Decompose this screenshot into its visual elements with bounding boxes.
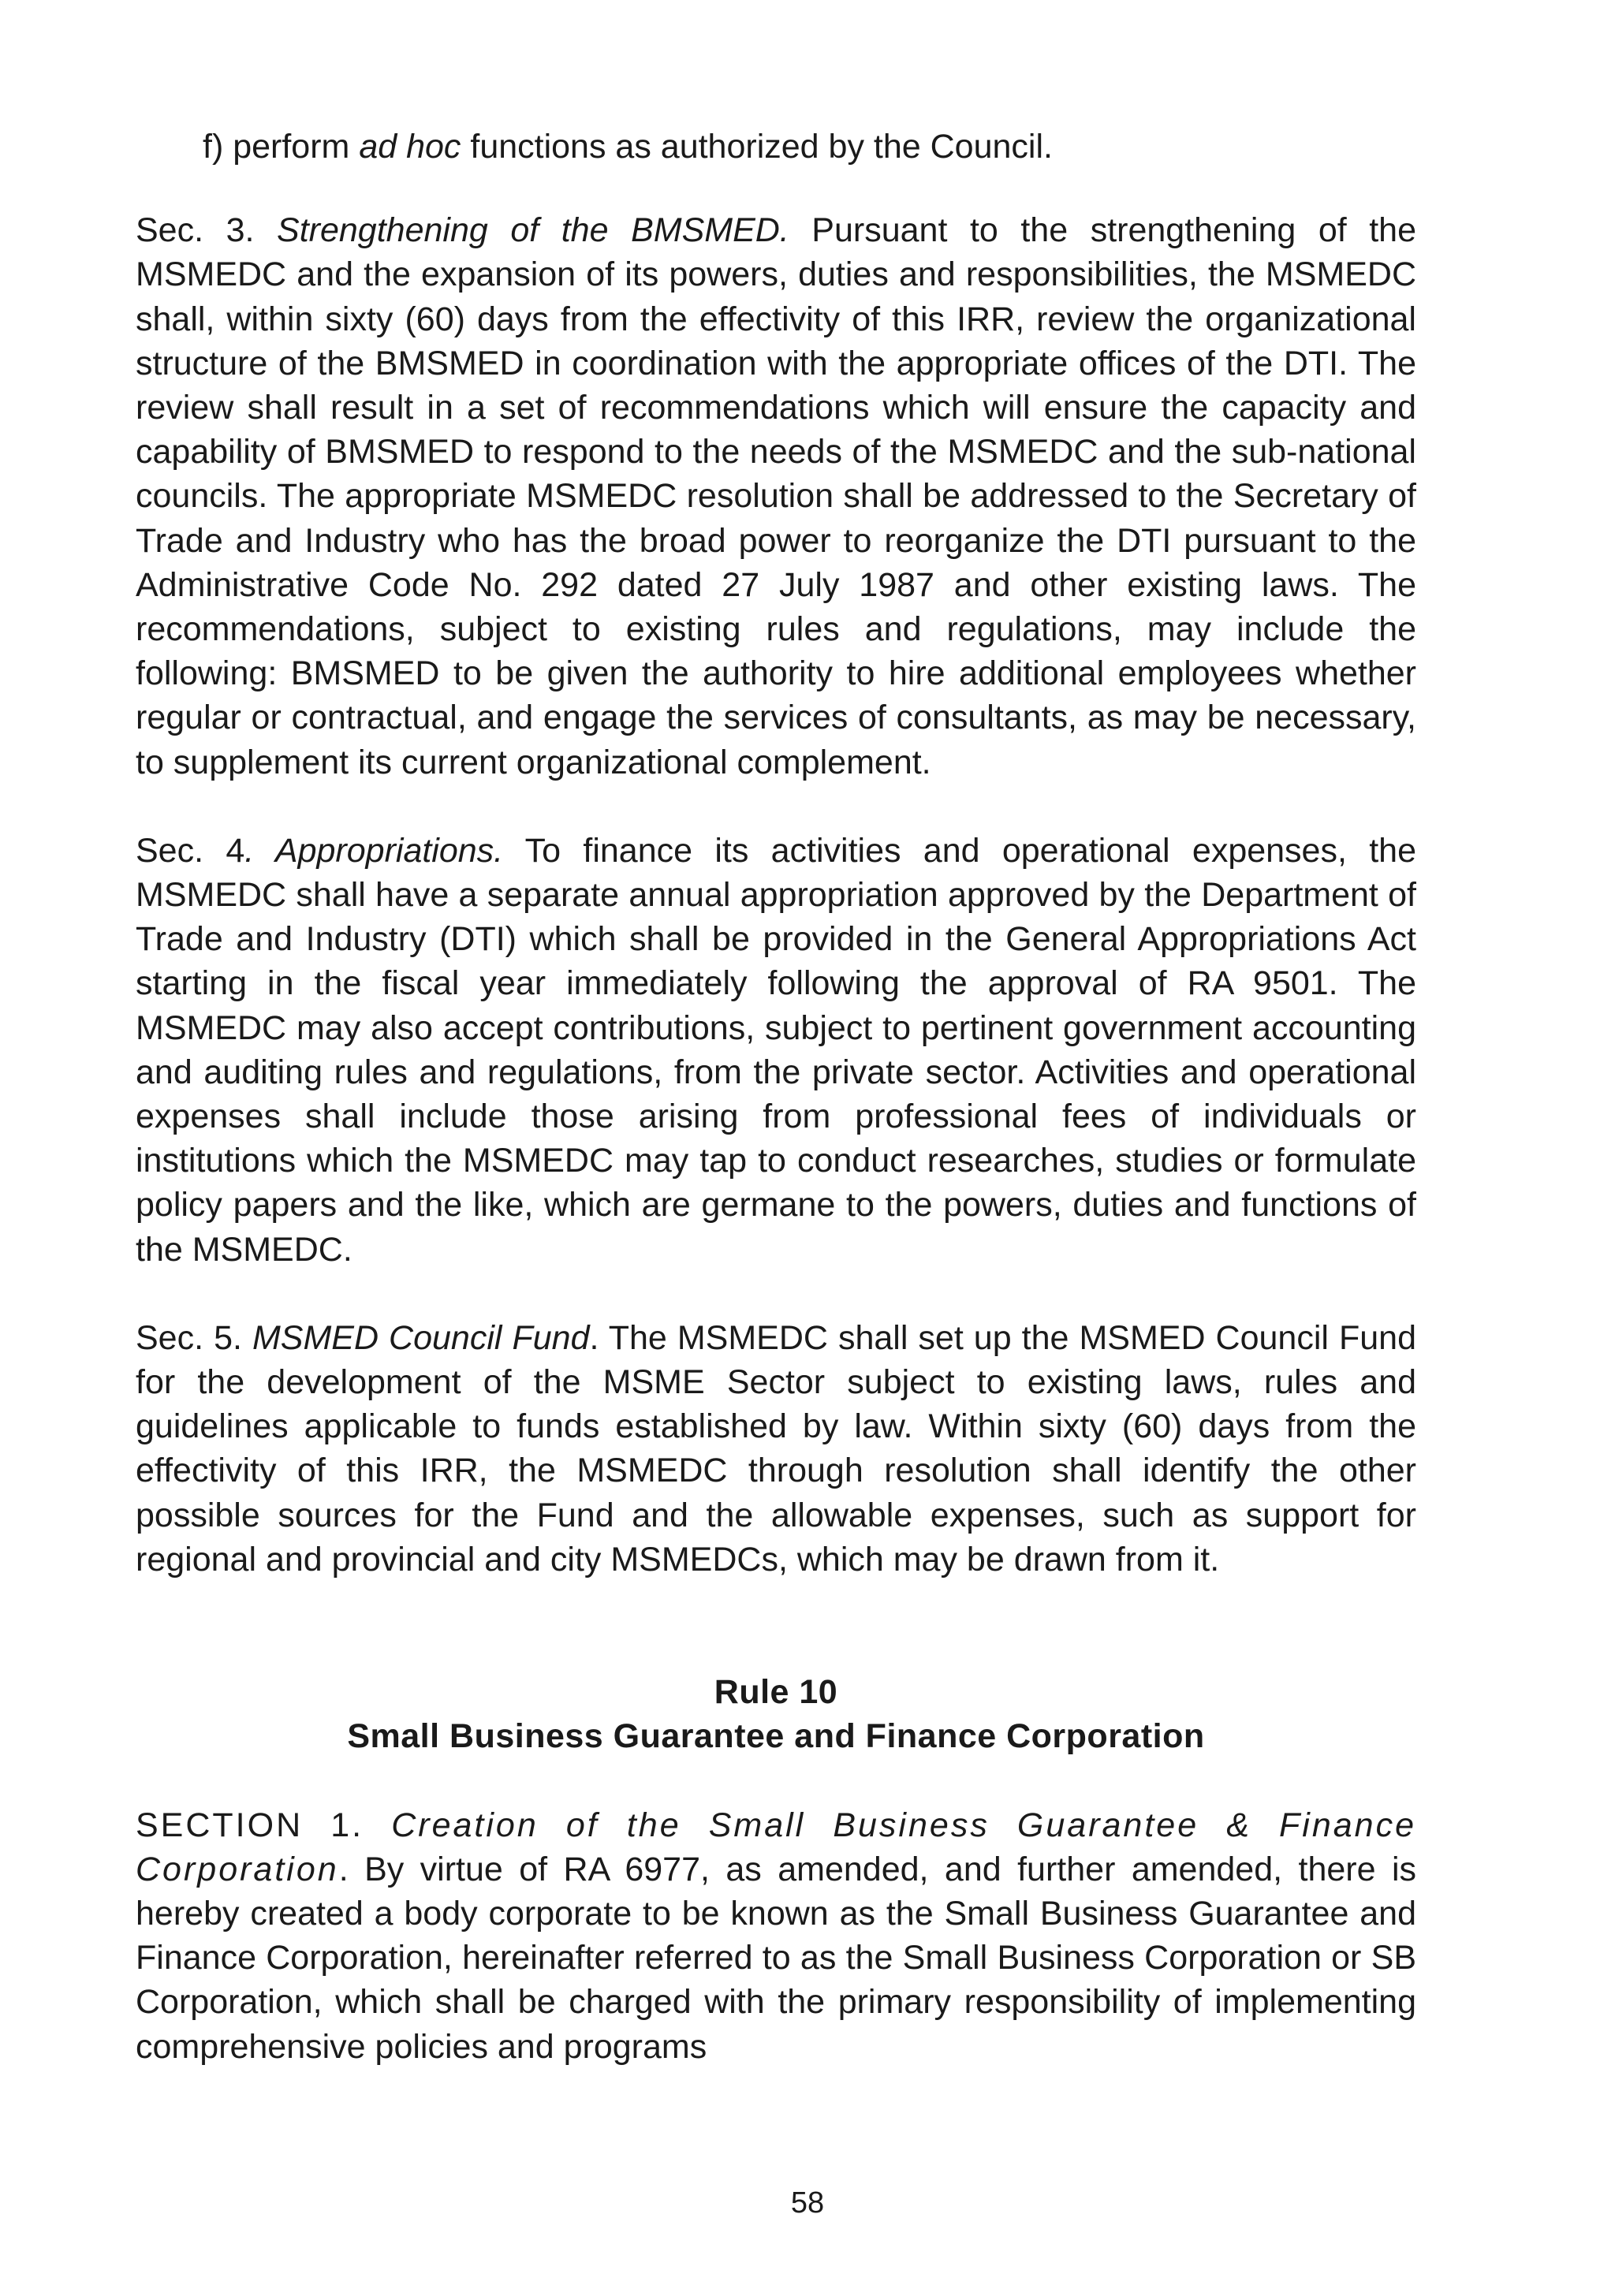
section-5-body: . The MSMEDC shall set up the MSMED Council Fund for the development of the MSME Sector subject to existing laws, rules and guidelines applicable to funds established by law. Within sixty (60) days from the effectivity of this IRR, the MSMEDC through resolution shall identify the other possible sources for the Fund and the allowable expenses, such as support for regional and provincial and city MSMEDCs, which may be drawn from it. xyxy=(136,1318,1416,1578)
section-5-title: MSMED Council Fund xyxy=(252,1318,590,1357)
section-1-label: SECTION 1. xyxy=(136,1806,392,1844)
rule-title-heading: Small Business Guarantee and Finance Corporation xyxy=(347,1717,1205,1756)
section-3-title: Strengthening of the BMSMED. xyxy=(277,211,789,250)
rule-number-heading: Rule 10 xyxy=(714,1673,838,1712)
section-3-label: Sec. 3. xyxy=(136,211,278,250)
section-1-paragraph xyxy=(136,1803,1416,2069)
section-4-title: . Appropriations. xyxy=(244,831,504,870)
section-3-paragraph xyxy=(136,208,1416,785)
document-page xyxy=(136,125,1416,2069)
item-f xyxy=(136,125,1416,169)
section-5-label: Sec. 5. xyxy=(136,1318,252,1357)
section-3-body: Pursuant to the strengthening of the MSMEDC and the expansion of its powers, duties and responsibilities, the MSMEDC shall, within sixty (60) days from the effectivity of this IRR, review the organizational structure of the BMSMED in coordination with the appropriate offices of the DTI. The review shall result in a set of recommendations which will ensure the capacity and capability of BMSMED to respond to the needs of the MSMEDC and the sub-national councils. The appropriate MSMEDC resolution shall be addressed to the Secretary of Trade and Industry who has the broad power to reorganize the DTI pursuant to the Administrative Code No. 292 dated 27 July 1987 and other existing laws. The recommendations, subject to existing rules and regulations, may include the following: BMSMED to be given the authority to hire additional employees whether regular or contractual, and engage the services of consultants, as may be necessary, to supplement its current organizational complement. xyxy=(136,211,1417,781)
section-5-paragraph xyxy=(136,1316,1416,1582)
section-1-body: . By virtue of RA 6977, as amended, and further amended, there is hereby created a body corporate to be known as the Small Business Guarantee and Finance Corporation, hereinafter referred to as the Small Business Corporation or SB Corporation, which shall be charged with the primary responsibility of implementing comprehensive policies and programs xyxy=(136,1850,1416,2066)
page-number: 58 xyxy=(790,2186,825,2220)
item-f-italic: ad hoc xyxy=(359,128,461,166)
section-4-label: Sec. 4 xyxy=(136,831,245,870)
section-1-title: Creation of the Small Business Guarantee & Finance Corporation xyxy=(136,1806,1417,1888)
section-4-body: To finance its activities and operational expenses, the MSMEDC shall have a separate annual appropriation approved by the Department of Trade and Industry (DTI) which shall be provided in the General Appropriations Act starting in the fiscal year immediately following the approval of RA 9501. The MSMEDC may also accept contributions, subject to pertinent government accounting and auditing rules and regulations, from the private sector. Activities and operational expenses shall include those arising from professional fees of individuals or institutions which the MSMEDC may tap to conduct researches, studies or formulate policy papers and the like, which are germane to the powers, duties and functions of the MSMEDC. xyxy=(136,831,1416,1269)
item-f-suffix: functions as authorized by the Council. xyxy=(461,128,1053,166)
item-f-prefix: f) perform xyxy=(203,128,360,166)
section-4-paragraph xyxy=(136,829,1416,1272)
